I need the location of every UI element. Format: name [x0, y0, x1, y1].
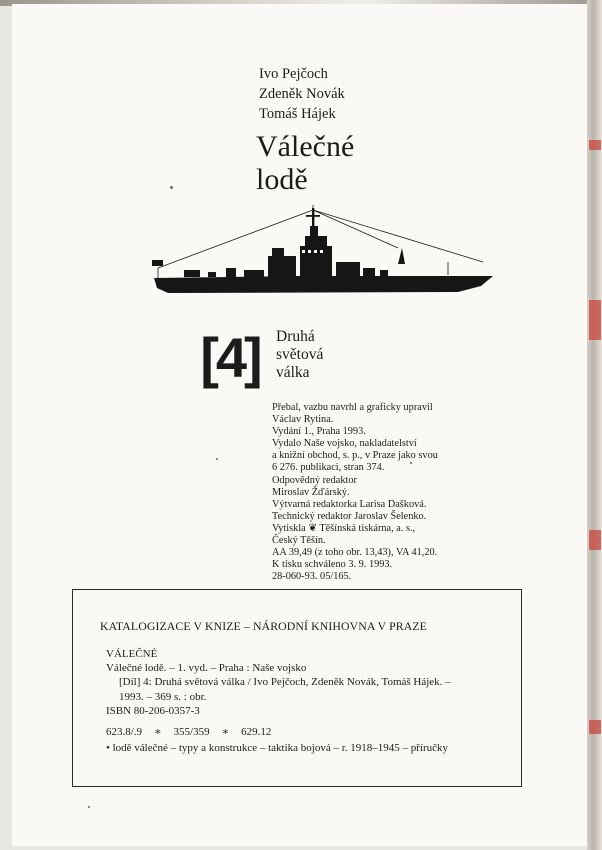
- credits-line: a knižní obchod, s. p., v Praze jako svou: [272, 450, 438, 462]
- credits-line: K tisku schváleno 3. 9. 1993.: [272, 559, 393, 571]
- catalog-line: Válečné lodě. – 1. vyd. – Praha : Naše vojsko: [106, 662, 307, 675]
- book-title: [256, 130, 354, 196]
- publication-credits: [272, 402, 438, 583]
- catalog-series: VÁLEČNÉ: [106, 648, 158, 660]
- catalog-subjects: • lodě válečné – typy a konstrukce – taktika bojová – r. 1918–1945 – příručky: [106, 742, 449, 755]
- credits-line: Výtvarná redaktorka Larisa Dašková.: [272, 498, 427, 510]
- separator: ∗: [154, 726, 162, 739]
- credits-line: Vytiskla ❦ Těšínská tiskárna, a. s.,: [272, 522, 416, 534]
- catalog-line: [Díl] 4: Druhá světová válka / Ivo Pejčoch, Zdeněk Novák, Tomáš Hájek. –: [119, 676, 451, 689]
- credits-line: Technický redaktor Jaroslav Šelenko.: [272, 510, 427, 522]
- credits-line: Odpovědný redaktor: [272, 474, 357, 486]
- credits-line: Vydalo Naše vojsko, nakladatelství: [272, 438, 417, 450]
- volume-subtitle: [276, 328, 323, 382]
- subtitle-line: Druhá: [276, 328, 315, 345]
- separator: ∗: [221, 726, 230, 739]
- volume-number: [4]: [200, 326, 260, 389]
- subtitle-line: válka: [276, 364, 310, 381]
- cataloguing-record-box: [72, 589, 522, 787]
- author-list: [259, 64, 345, 124]
- catalog-body: [106, 647, 451, 755]
- catalog-heading: KATALOGIZACE V KNIZE – NÁRODNÍ KNIHOVNA V PRAZE: [100, 619, 427, 633]
- credits-line: Vydání 1., Praha 1993.: [272, 426, 366, 438]
- title-line: Válečné: [256, 130, 355, 163]
- adjacent-page-edge: [587, 0, 602, 850]
- author-name: Tomáš Hájek: [259, 106, 336, 122]
- credits-line: 28-060-93. 05/165.: [272, 571, 352, 583]
- scan-speck: [216, 458, 218, 460]
- credits-line: Český Těšín.: [272, 535, 326, 547]
- catalog-isbn: ISBN 80-206-0357-3: [106, 704, 200, 717]
- scan-speck: [170, 186, 173, 189]
- scan-speck: [410, 462, 412, 464]
- credits-line: Přebal, vazbu navrhl a graficky upravil: [272, 402, 433, 413]
- subtitle-line: světová: [276, 346, 324, 363]
- credits-line: 6 276. publikaci, stran 374.: [272, 462, 385, 474]
- author-name: Ivo Pejčoch: [259, 66, 328, 82]
- classification-code: 629.12: [241, 726, 272, 739]
- credits-line: Václav Rytina.: [272, 414, 334, 426]
- title-line: lodě: [256, 163, 308, 196]
- classification-code: 355/359: [173, 726, 210, 739]
- catalog-classification: [106, 725, 451, 739]
- warship-illustration: [148, 200, 498, 305]
- scan-speck: [88, 806, 90, 808]
- author-name: Zdeněk Novák: [259, 86, 345, 102]
- credits-line: AA 39,49 (z toho obr. 13,43), VA 41,20.: [272, 547, 438, 559]
- catalog-line: 1993. – 369 s. : obr.: [119, 690, 207, 703]
- classification-code: 623.8/.9: [106, 726, 143, 739]
- credits-line: Miroslav Žďárský.: [272, 486, 350, 498]
